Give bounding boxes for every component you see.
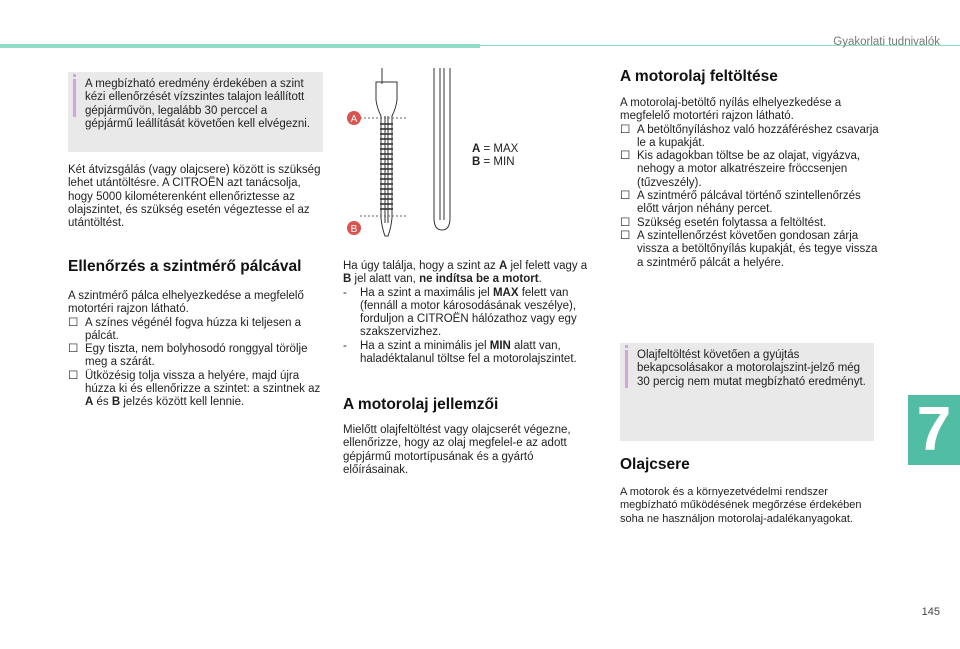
info-icon bbox=[625, 350, 628, 388]
info-icon-dot bbox=[73, 74, 76, 77]
info-icon bbox=[73, 79, 76, 117]
info-note bbox=[68, 72, 323, 152]
list-item: ☐ Ütközésig tolja vissza a helyére, majd újra húzza ki és ellenőrizze a szintet: a szintnek az A és B jelzés között kell lennie. bbox=[68, 369, 321, 409]
dipstick-intro: A szintmérő pálca elhelyezkedése a megfelelő motortéri rajzon látható. bbox=[68, 290, 304, 316]
level-warning-list bbox=[343, 287, 595, 367]
marker-b-label: B bbox=[350, 224, 358, 235]
bullet-marker-icon: ☐ bbox=[620, 150, 631, 163]
oil-refill-intro: A motorolaj-betöltő nyílás elhelyezkedése a megfelelő motortéri rajzon látható. bbox=[620, 97, 842, 123]
list-item: ☐ Szükség esetén folytassa a feltöltést. bbox=[620, 216, 827, 229]
page-number: 145 bbox=[921, 606, 940, 618]
list-item: ☐ A színes végénél fogva húzza ki teljesen a pálcát. bbox=[68, 316, 302, 342]
oil-specs-heading: A motorolaj jellemzői bbox=[343, 396, 499, 413]
dipstick-scale bbox=[380, 124, 393, 209]
level-warning-intro: Ha úgy találja, hogy a szint az A jel felett vagy a B jel alatt van, ne indítsa be a motort. bbox=[343, 260, 588, 286]
oil-change-paragraph: A motorok és a környezetvédelmi rendszer megbízható működésének megőrzése érdekében soha ne használjon motorolaj-adalékanyagokat. bbox=[620, 486, 862, 525]
legend-max: A = MAX bbox=[472, 143, 519, 155]
list-item: ☐ A betöltőnyíláshoz való hozzáféréshez csavarja le a kupakját. bbox=[620, 123, 879, 149]
legend-min: B = MIN bbox=[472, 156, 515, 169]
bullet-marker-icon: ☐ bbox=[620, 216, 631, 229]
dipstick-heading: Ellenőrzés a szintmérő pálcával bbox=[68, 258, 302, 275]
dipstick-section bbox=[68, 290, 326, 410]
chapter-tab: 7 bbox=[908, 395, 960, 465]
info-note-text: A megbízható eredmény érdekében a szint kézi ellenőrzését vízszintes talajon leállított gépjárművön, legalább 30 perccel a gépjármű leállítását követően kell elvégezni. bbox=[85, 78, 311, 130]
list-item: ☐ Kis adagokban töltse be az olajat, vigyázva, nehogy a motor alkatrészeire fröccsenjen (tűzveszély). bbox=[620, 150, 861, 189]
bullet-marker-icon: ☐ bbox=[620, 229, 631, 242]
info-note-refill bbox=[620, 343, 874, 441]
oil-refill-heading: A motorolaj feltöltése bbox=[620, 68, 778, 85]
list-item: ☐ A szintmérő pálcával történő szintellenőrzés előtt várjon néhány percet. bbox=[620, 190, 861, 216]
oil-refill-steps bbox=[620, 124, 880, 270]
list-item: ☐ Egy tiszta, nem bolyhosodó ronggyal törölje meg a szárát. bbox=[68, 343, 308, 369]
list-item: - Ha a szint a minimális jel MIN alatt van, haladéktalanul töltse fel a motorolajszintet. bbox=[343, 339, 577, 366]
oil-change-heading: Olajcsere bbox=[620, 456, 690, 473]
level-warning-section bbox=[343, 260, 595, 366]
info-note-refill-text: Olajfeltöltést követően a gyújtás bekapcsolásakor a motorolajszint-jelző még 30 percig nem mutat megbízható eredményt. bbox=[637, 349, 866, 388]
bullet-marker-icon: ☐ bbox=[68, 316, 79, 329]
bullet-marker-icon: ☐ bbox=[68, 369, 79, 382]
dipstick-steps bbox=[68, 317, 326, 410]
section-title: Gyakorlati tudnivalók bbox=[833, 36, 940, 48]
bullet-marker-icon: ☐ bbox=[620, 190, 631, 203]
info-icon-dot bbox=[625, 345, 628, 348]
list-item: - Ha a szint a maximális jel MAX felett van (fennáll a motor károsodásának veszélye), forduljon a CITROËN hálózathoz vagy egy szakszervizhez. bbox=[343, 286, 577, 339]
bullet-marker-icon: ☐ bbox=[620, 123, 631, 136]
list-item: ☐ A szintellenőrzést követően gondosan zárja vissza a betöltőnyílás kupakját, és tegye vissza a szintmérő pálcát a helyére. bbox=[620, 229, 878, 269]
figure-legend bbox=[472, 143, 518, 170]
header-accent-bar bbox=[0, 44, 480, 48]
dipstick-tube bbox=[434, 68, 450, 230]
oil-refill-section bbox=[620, 97, 880, 270]
dipstick-figure bbox=[344, 68, 479, 243]
oil-specs-paragraph: Mielőtt olajfeltöltést vagy olajcserét végezne, ellenőrizze, hogy az olaj megfelel-e az adott gépjármű motortípusának és a gyártó előírásainak. bbox=[343, 424, 571, 476]
marker-a-label: A bbox=[350, 114, 358, 125]
refill-paragraph: Két átvizsgálás (vagy olajcsere) között is szükség lehet utántöltésre. A CITROËN azt tanácsolja, hogy 5000 kilométerenként ellenőriztesse az olajszintet, és szükség esetén végeztesse el az utántöltést. bbox=[68, 164, 321, 230]
bullet-marker-icon: ☐ bbox=[68, 343, 79, 356]
